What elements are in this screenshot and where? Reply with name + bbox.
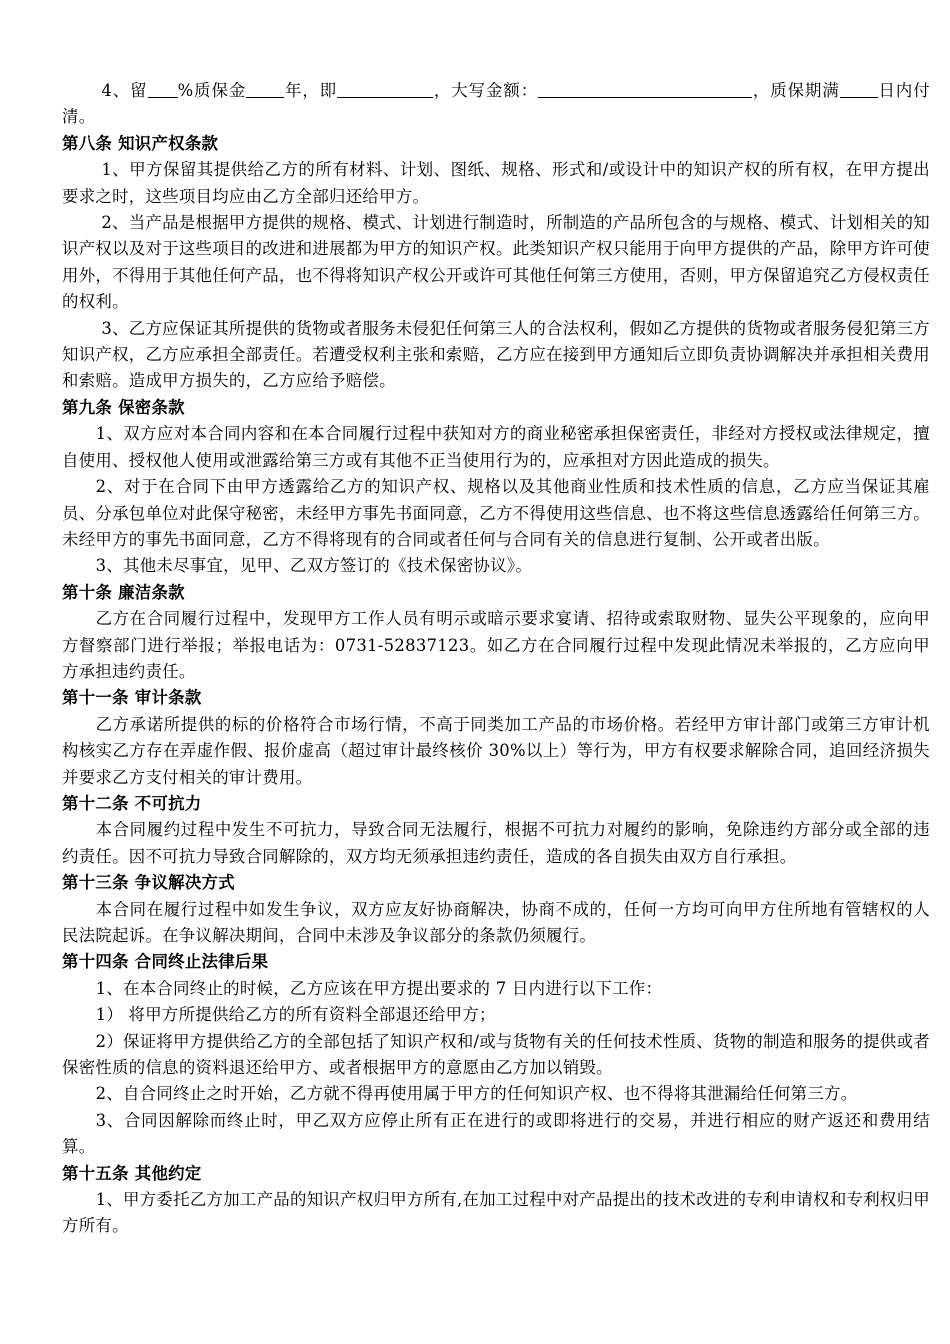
article-14-para-1: 1、在本合同终止的时候，乙方应该在甲方提出要求的 7 日内进行以下工作： — [95, 978, 663, 998]
article-10-title: 第十条 廉洁条款 — [62, 582, 185, 602]
article-14-para-3: 2）保证将甲方提供给乙方的全部包括了知识产权和/或与货物有关的任何技术性质、货物的制造和服务的提供或者保密性质的信息的资料退还给甲方、或者根据甲方的意愿由乙方加以销毁。 — [62, 1031, 930, 1078]
contract-page — [62, 78, 930, 1240]
article-9-para-2: 2、对于在合同下由甲方透露给乙方的知识产权、规格以及其他商业性质和技术性质的信息，乙方应当保证其雇员、分承包单位对此保守秘密，未经甲方事先书面同意，乙方不得使用这些信息、也不将这些信息透露给任何第三方。未经甲方的事先书面同意，乙方不得将现有的合同或者任何与合同有关的信息进行复制、公开或者出版。 — [62, 477, 930, 549]
article-15-para-1: 1、甲方委托乙方加工产品的知识产权归甲方所有,在加工过程中对产品提出的技术改进的专利申请权和专利权归甲方所有。 — [62, 1190, 930, 1236]
article-8-para-1: 1、甲方保留其提供给乙方的所有材料、计划、图纸、规格、形式和/或设计中的知识产权的所有权，在甲方提出要求之时，这些项目均应由乙方全部归还给甲方。 — [62, 160, 930, 206]
article-14-title: 第十四条 合同终止法律后果 — [62, 952, 269, 972]
article-14-para-2: 1） 将甲方所提供给乙方的所有资料全部退还给甲方； — [95, 1005, 496, 1025]
article-8-title: 第八条 知识产权条款 — [62, 133, 219, 153]
article-8-para-3: 3、乙方应保证其所提供的货物或者服务未侵犯任何第三人的合法权利，假如乙方提供的货物或者服务侵犯第三方知识产权，乙方应承担全部责任。若遭受权利主张和索赔，乙方应在接到甲方通知后立即负责协调解决并承担相关费用和索赔。造成甲方损失的，乙方应给予赔偿。 — [62, 318, 930, 391]
article-13-para-1: 本合同在履行过程中如发生争议，双方应友好协商解决，协商不成的，任何一方均可向甲方住所地有管辖权的人民法院起诉。在争议解决期间，合同中未涉及争议部分的条款仍须履行。 — [62, 899, 930, 945]
article-11-para-1: 乙方承诺所提供的标的价格符合市场行情，不高于同类加工产品的市场价格。若经甲方审计部门或第三方审计机构核实乙方存在弄虚作假、报价虚高（超过审计最终核价 30%以上）等行为，甲方有权要求解除合同，追回经济损失并要求乙方支付相关的审计费用。 — [62, 714, 930, 787]
article-10-para-1: 乙方在合同履行过程中，发现甲方工作人员有明示或暗示要求宴请、招待或索取财物、显失公平现象的，应向甲方督察部门进行举报；举报电话为：0731-52837123。如乙方在合同履行过程中发现此情况未举报的，乙方应向甲方承担违约责任。 — [62, 609, 930, 681]
article-12-title: 第十二条 不可抗力 — [62, 793, 202, 813]
article-9-para-3: 3、其他未尽事宜，见甲、乙双方签订的《技术保密协议》。 — [95, 556, 533, 576]
article-15-title: 第十五条 其他约定 — [62, 1163, 202, 1183]
blank-years — [246, 80, 284, 98]
article-13-title: 第十三条 争议解决方式 — [62, 873, 235, 893]
blank-percent — [148, 80, 178, 98]
blank-days — [840, 80, 878, 98]
warranty-clause: 4、留 %质保金 年，即 ，大写金额： ，质保期满 日内付清。 — [62, 81, 930, 127]
article-12-para-1: 本合同履约过程中发生不可抗力，导致合同无法履行，根据不可抗力对履约的影响，免除违约方部分或全部的违约责任。因不可抗力导致合同解除的，双方均无须承担违约责任，造成的各自损失由双方自行承担。 — [62, 820, 930, 866]
blank-amount — [337, 80, 433, 98]
blank-amount-words — [538, 80, 752, 98]
article-9-para-1: 1、双方应对本合同内容和在本合同履行过程中获知对方的商业秘密承担保密责任，非经对方授权或法律规定，擅自使用、授权他人使用或泄露给第三方或有其他不正当使用行为的，应承担对方因此造成的损失。 — [62, 424, 930, 470]
article-8-para-2: 2、当产品是根据甲方提供的规格、模式、计划进行制造时，所制造的产品所包含的与规格、模式、计划相关的知识产权以及对于这些项目的改进和进展都为甲方的知识产权。此类知识产权只能用于向甲方提供的产品，除甲方许可使用外，不得用于其他任何产品，也不得将知识产权公开或许可其他任何第三方使用，否则，甲方保留追究乙方侵权责任的权利。 — [62, 213, 930, 312]
article-11-title: 第十一条 审计条款 — [62, 688, 202, 708]
article-14-para-4: 2、自合同终止之时开始，乙方就不得再使用属于甲方的任何知识产权、也不得将其泄漏给任何第三方。 — [95, 1084, 858, 1104]
article-14-para-5: 3、合同因解除而终止时，甲乙双方应停止所有正在进行的或即将进行的交易，并进行相应的财产返还和费用结算。 — [62, 1110, 930, 1157]
article-9-title: 第九条 保密条款 — [62, 397, 185, 417]
